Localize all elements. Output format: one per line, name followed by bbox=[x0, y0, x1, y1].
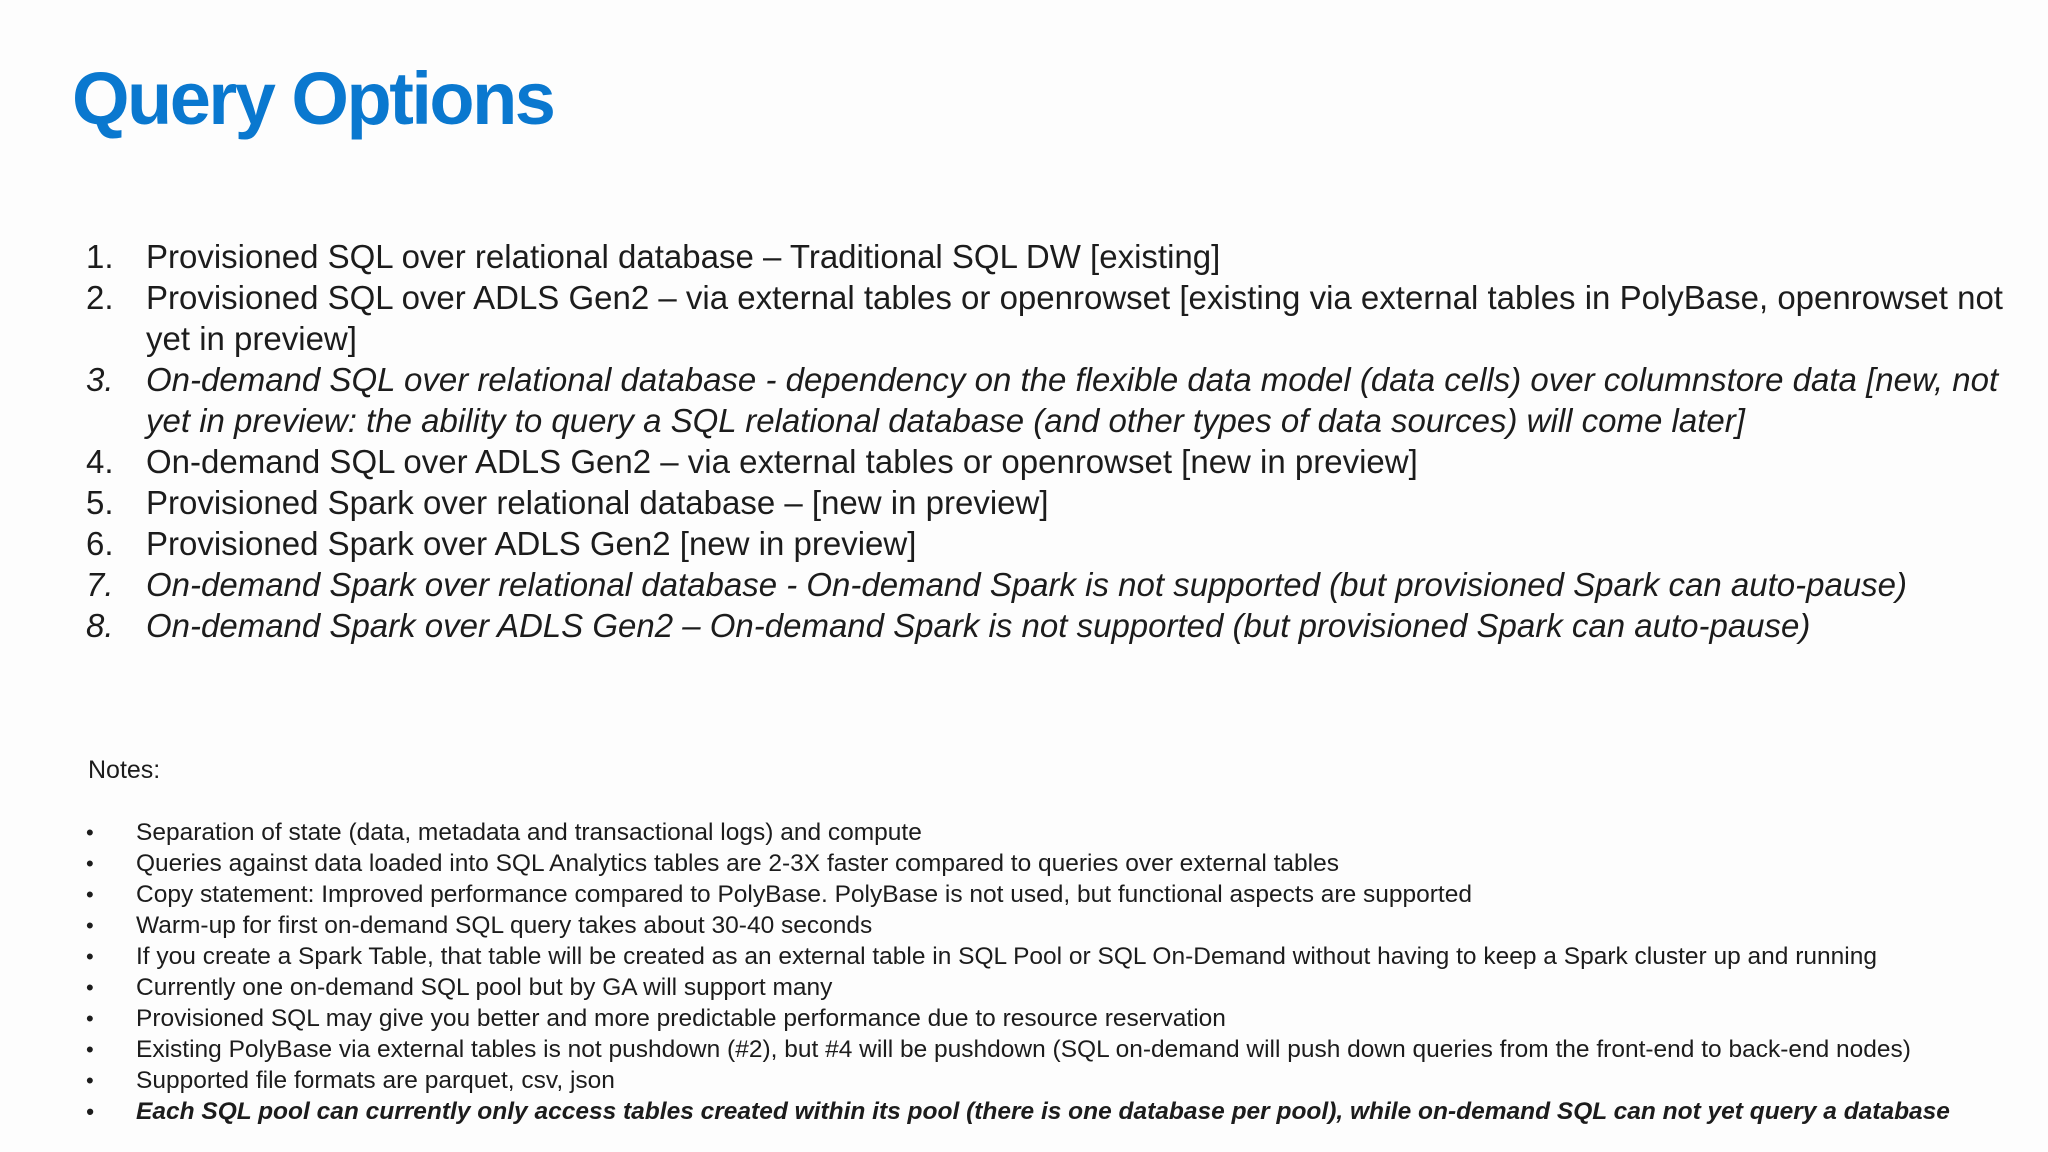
note-item bbox=[86, 879, 2026, 910]
option-text: Provisioned Spark over ADLS Gen2 [new in preview] bbox=[146, 525, 917, 562]
note-text: Each SQL pool can currently only access tables created within its pool (there is one database per pool), while on-demand SQL can not yet query a database bbox=[136, 1098, 1950, 1125]
option-number: 7. bbox=[86, 566, 114, 603]
bullet-icon: • bbox=[86, 820, 94, 845]
note-item bbox=[86, 1034, 2026, 1065]
option-item bbox=[86, 441, 2006, 482]
note-item bbox=[86, 941, 2026, 972]
note-text: Provisioned SQL may give you better and more predictable performance due to resource reservation bbox=[136, 1005, 1226, 1032]
note-text: Supported file formats are parquet, csv, json bbox=[136, 1067, 615, 1094]
note-item-emphasis bbox=[86, 1096, 2026, 1127]
note-text: Separation of state (data, metadata and transactional logs) and compute bbox=[136, 819, 922, 846]
option-text: Provisioned SQL over ADLS Gen2 – via external tables or openrowset [existing via external tables in PolyBase, openrowset not yet in preview] bbox=[146, 279, 2003, 357]
note-text: Copy statement: Improved performance compared to PolyBase. PolyBase is not used, but functional aspects are supported bbox=[136, 881, 1472, 908]
bullet-icon: • bbox=[86, 1068, 94, 1093]
option-number: 2. bbox=[86, 279, 114, 316]
option-number: 1. bbox=[86, 238, 114, 275]
page-title: Query Options bbox=[72, 57, 554, 140]
note-text: Currently one on-demand SQL pool but by GA will support many bbox=[136, 974, 833, 1001]
option-item bbox=[86, 605, 2006, 646]
note-item bbox=[86, 1065, 2026, 1096]
bullet-icon: • bbox=[86, 1099, 94, 1124]
query-options-list bbox=[86, 236, 2006, 646]
note-item bbox=[86, 910, 2026, 941]
bullet-icon: • bbox=[86, 1037, 94, 1062]
option-item bbox=[86, 564, 2006, 605]
bullet-icon: • bbox=[86, 851, 94, 876]
option-number: 3. bbox=[86, 361, 114, 398]
note-item bbox=[86, 817, 2026, 848]
option-item bbox=[86, 359, 2006, 441]
option-number: 6. bbox=[86, 525, 114, 562]
option-number: 8. bbox=[86, 607, 114, 644]
note-text: If you create a Spark Table, that table will be created as an external table in SQL Pool or SQL On-Demand without having to keep a Spark cluster up and running bbox=[136, 943, 1877, 970]
note-item bbox=[86, 1003, 2026, 1034]
option-number: 4. bbox=[86, 443, 114, 480]
option-item bbox=[86, 523, 2006, 564]
option-text: Provisioned SQL over relational database – Traditional SQL DW [existing] bbox=[146, 238, 1221, 275]
bullet-icon: • bbox=[86, 1006, 94, 1031]
option-item bbox=[86, 482, 2006, 523]
option-item bbox=[86, 277, 2006, 359]
note-text: Warm-up for first on-demand SQL query takes about 30-40 seconds bbox=[136, 912, 873, 939]
notes-list bbox=[86, 817, 2026, 1127]
note-item bbox=[86, 972, 2026, 1003]
bullet-icon: • bbox=[86, 913, 94, 938]
option-item bbox=[86, 236, 2006, 277]
option-text: On-demand SQL over ADLS Gen2 – via external tables or openrowset [new in preview] bbox=[146, 443, 1418, 480]
note-text: Existing PolyBase via external tables is not pushdown (#2), but #4 will be pushdown (SQL on-demand will push down queries from the front-end to back-end nodes) bbox=[136, 1036, 1911, 1063]
option-text: Provisioned Spark over relational database – [new in preview] bbox=[146, 484, 1049, 521]
option-text: On-demand Spark over ADLS Gen2 – On-demand Spark is not supported (but provisioned Spark can auto-pause) bbox=[146, 607, 1811, 644]
note-text: Queries against data loaded into SQL Analytics tables are 2-3X faster compared to queries over external tables bbox=[136, 850, 1340, 877]
bullet-icon: • bbox=[86, 882, 94, 907]
bullet-icon: • bbox=[86, 944, 94, 969]
option-text: On-demand Spark over relational database - On-demand Spark is not supported (but provisioned Spark can auto-pause) bbox=[146, 566, 1908, 603]
option-number: 5. bbox=[86, 484, 114, 521]
bullet-icon: • bbox=[86, 975, 94, 1000]
option-text: On-demand SQL over relational database - dependency on the flexible data model (data cells) over columnstore data [new, not yet in preview: the ability to query a SQL relational database (and other types of data sources) will come later] bbox=[146, 361, 1999, 439]
note-item bbox=[86, 848, 2026, 879]
notes-heading: Notes: bbox=[88, 756, 161, 784]
